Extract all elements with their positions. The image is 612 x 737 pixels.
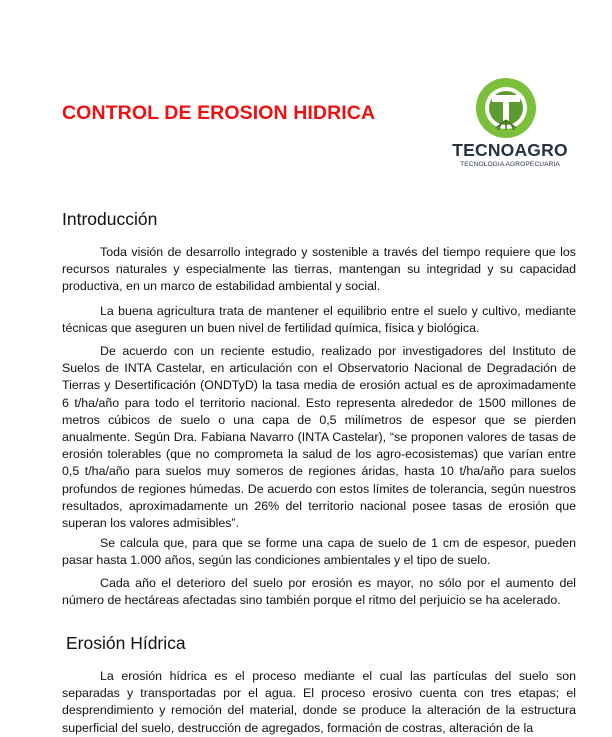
paragraph-intro-4: Se calcula que, para que se forme una capa de suelo de 1 cm de espesor, pueden pasar hasta 1.000 años, según las condiciones ambientales y el tipo de suelo. — [62, 536, 576, 568]
paragraph-erosion-1: La erosión hídrica es el proceso mediante el cual las partículas del suelo son separadas y transportadas por el agua. El proceso erosivo cuenta con tres etapas; el desprendimiento y remoción del material, donde se produce la alteración de la estructura superficial del suelo, destrucción de agregados, formación de costras, alteración de la — [62, 669, 576, 735]
section-heading-erosion-hidrica: Erosión Hídrica — [66, 633, 186, 653]
document-title: CONTROL DE EROSION HIDRICA — [62, 102, 376, 124]
paragraph-intro-5: Cada año el deterioro del suelo por erosión es mayor, no sólo por el aumento del número de hectáreas afectadas sino también porque el ritmo del perjuicio se ha acelerado. — [62, 576, 576, 608]
section-heading-introduccion: Introducción — [62, 209, 158, 229]
logo-name: TECNOAGRO — [452, 140, 568, 160]
paragraph-intro-1: Toda visión de desarrollo integrado y sostenible a través del tiempo requiere que los recursos naturales y especialmente las tierras, mantengan su integridad y su capacidad productiva, en un marco de estabilidad ambiental y social. — [62, 245, 576, 294]
logo-tagline: TECNOLOGIA AGROPECUARIA — [460, 161, 560, 168]
paragraph-intro-2: La buena agricultura trata de mantener el equilibrio entre el suelo y cultivo, mediante técnicas que aseguren un buen nivel de fertilidad química, física y biológica. — [62, 304, 576, 336]
paragraph-intro-3: De acuerdo con un reciente estudio, realizado por investigadores del Instituto de Suelos de INTA Castelar, en articulación con el Observatorio Nacional de Degradación de Tierras y Desertificación (ONDTyD) la tasa media de erosión actual es de aproximadamente 6 t/ha/año para todo el territorio nacional. Esto representa alrededor de 1500 millones de metros cúbicos de suelo o una capa de 0,5 milímetros de espesor que se pierden anualmente. Según Dra. Fabiana Navarro (INTA Castelar), “se proponen valores de tasas de erosión tolerables (que no comprometa la salud de los agro-ecosistemas) que varían entre 0,5 t/ha/año para suelos muy someros de regiones áridas, hasta 10 t/ha/año para suelos profundos de regiones húmedas. De acuerdo con estos límites de tolerancia, según nuestros resultados, aproximadamente un 26% del territorio nacional posee tasas de erosión que superan los valores admisibles”. — [62, 344, 576, 531]
tecnoagro-logo — [446, 76, 576, 176]
tecnoagro-emblem-icon — [474, 76, 538, 140]
